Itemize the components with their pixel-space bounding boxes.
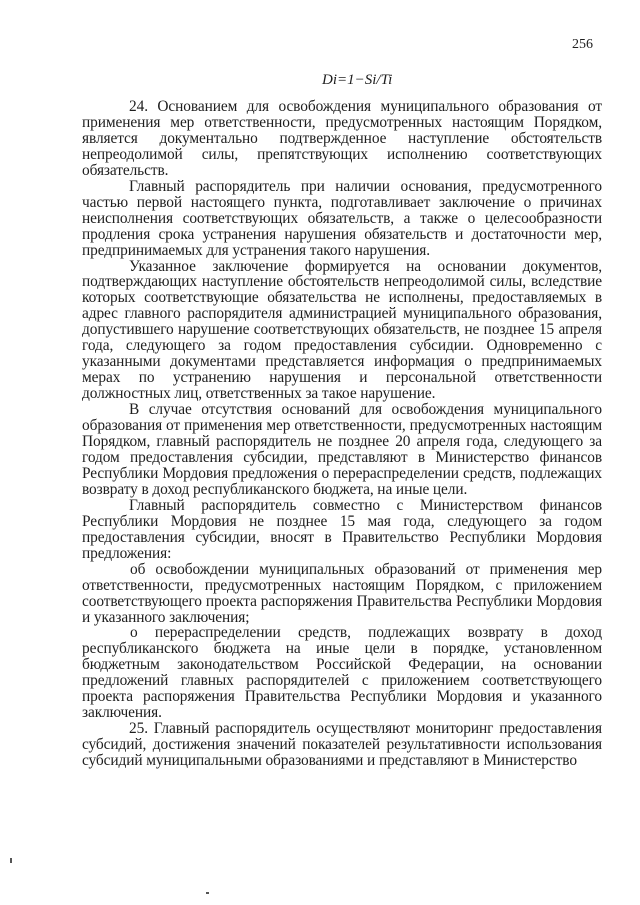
paragraph-conclusion: Указанное заключение формируется на основании документов, подтверждающих наступление обстоятельств непреодолимой силы, вследствие которых соответствующие обязательства не исполнены, предоставляемых в адрес главного распорядителя администрацией муниципального образования, допустившего нарушение соответствующих обязательств, не позднее 15 апреля года, следующего за годом предоставления субсидии. Одновременно с указанными документами представляется информация о предпринимаемых мерах по устранению нарушения и персональной ответственности должностных лиц, ответственных за такое нарушение. <box>82 257 602 403</box>
paragraph-25: 25. Главный распорядитель осуществляют мониторинг предоставления субсидий, достижения значений показателей результативности использования субсидий муниципальными образованиями и представляют в Министерство <box>82 720 602 770</box>
scan-speck <box>10 858 12 863</box>
scan-speck <box>206 892 209 894</box>
paragraph-24: 24. Основанием для освобождения муниципального образования от применения мер ответственности, предусмотренных настоящим Порядком, является документально подтвержденное наступление обстоятельств непреодолимой силы, препятствующих исполнению соответствующих обязательств. <box>82 98 602 179</box>
paragraph-proposals: Главный распорядитель совместно с Министерством финансов Республики Мордовия не позднее 15 мая года, следующего за годом предоставления субсидии, вносят в Правительство Республики Мордовия предложения: <box>82 496 602 562</box>
paragraph-no-grounds: В случае отсутствия оснований для освобождения муниципального образования от применения мер ответственности, предусмотренных настоящим Порядком, главный распорядитель не позднее 20 апреля года, следующего за годом предоставления субсидии, представляют в Министерство финансов Республики Мордовия предложения о перераспределении средств, подлежащих возврату в доход республиканского бюджета, на иные цели. <box>82 401 602 498</box>
formula: Di=1−Si/Ti <box>322 72 393 88</box>
list-item-exemption: об освобождении муниципальных образований от применения мер ответственности, предусмотренных настоящим Порядком, с приложением соответствующего проекта распоряжения Правительства Республики Мордовия и указанного заключения; <box>82 560 602 626</box>
page-number: 256 <box>572 37 593 52</box>
body-text <box>82 99 602 769</box>
paragraph-main-distributor: Главный распорядитель при наличии основания, предусмотренного частью первой настоящего пункта, подготавливает заключение о причинах неисполнения соответствующих обязательств, а также о целесообразности продления срока устранения нарушения обязательств и достаточности мер, предпринимаемых для устранения такого нарушения. <box>82 177 602 259</box>
list-item-redistribution: о перераспределении средств, подлежащих возврату в доход республиканского бюджета на иные цели в порядке, установленном бюджетным законодательством Российской Федерации, на основании предложений главных распорядителей с приложением соответствующего проекта распоряжения Правительства Республики Мордовия и указанного заключения. <box>82 624 602 722</box>
